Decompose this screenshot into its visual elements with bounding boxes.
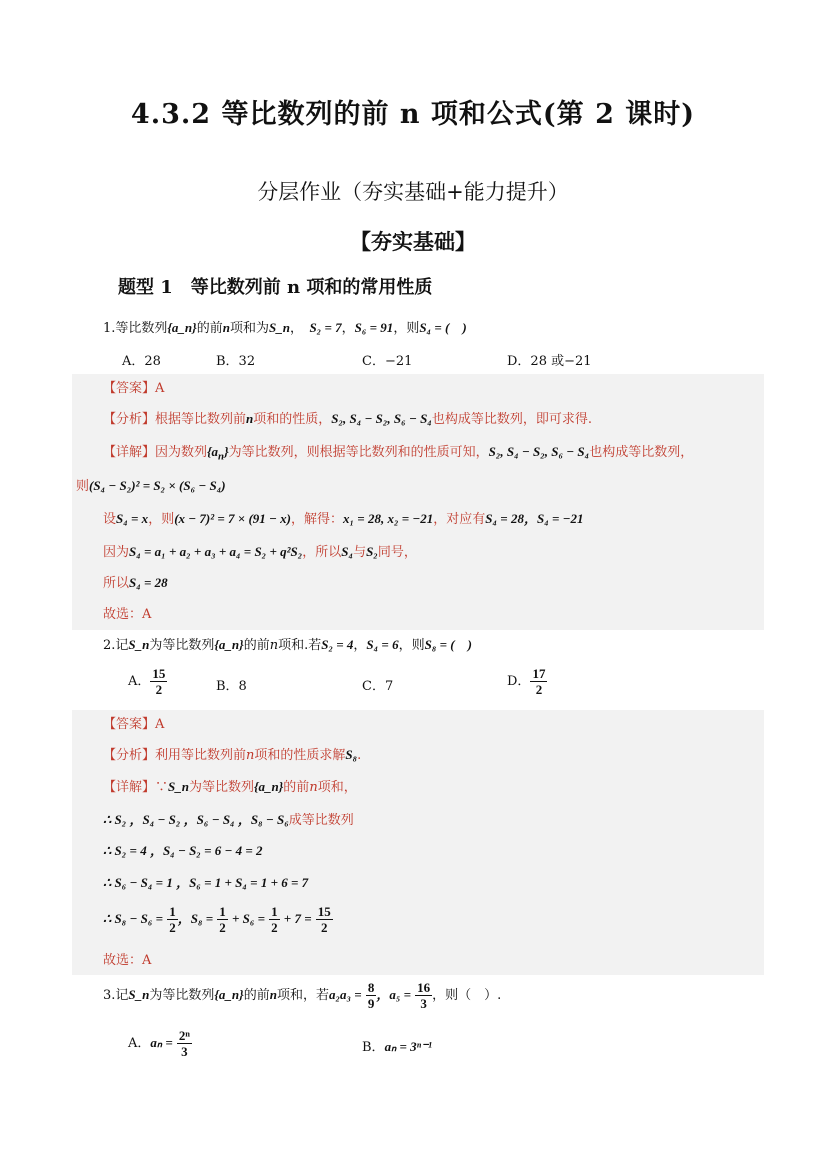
a2-math: + S₆ = (231, 911, 266, 926)
page-subtitle: 分层作业（夯实基础+能力提升） (257, 180, 569, 204)
page-title: 4.3.2 等比数列的前 n 项和公式(第 2 课时) (130, 99, 696, 130)
a1-text: 也构成等比数列， (589, 445, 694, 460)
q1-text: ，则 (393, 321, 420, 336)
q3-cond1: a₂a₃ = (328, 987, 362, 1002)
a2-math: ，S₈ = (177, 911, 214, 926)
q3-option-b (362, 1036, 432, 1055)
a1-text: 同号， (377, 545, 417, 560)
q2-sn: S_n (128, 637, 150, 652)
frac-num: 8 (367, 980, 375, 995)
frac-den: 2 (219, 920, 226, 935)
q2-n: n (269, 638, 279, 653)
q1-option-c: C．−21 (362, 354, 413, 369)
a1-math: x₁ = 28, x₂ = −21 (343, 511, 434, 526)
a1-text: 设 (103, 512, 117, 527)
a2-choose: 故选：A (103, 953, 152, 968)
a1-detail-line1: 【详解】因为数列$\{a_n\}$为等比数列，则根据等比数列和的性质可知，S₂, S₄ − S₂, S₆ − S₄也构成等比数列， (103, 444, 694, 463)
q2-opt-num: 15 (152, 666, 166, 681)
q1-seq: {a_n} (167, 320, 197, 335)
frac-den: 2 (169, 920, 176, 935)
a1-detail-line5 (103, 572, 168, 591)
q1-ask: S₄ = ( ) (419, 320, 467, 335)
a2-detail-line4 (103, 872, 308, 891)
a1-answer: 【答案】A (103, 381, 165, 396)
a2-detail-line1 (103, 776, 357, 795)
a1-math: S₂ (366, 544, 378, 559)
question-2-stem: 2.记S_n为等比数列{a_n}的前n项和.若S₂ = 4，S₄ = 6，则S₈ = ( ) (103, 637, 472, 653)
a1-detail-line3 (103, 508, 584, 527)
frac-num: 15 (317, 904, 331, 919)
section-heading: 【夯实基础】 (350, 229, 476, 254)
a1-text: 因为 (103, 545, 130, 560)
q3-text: 3.记 (103, 988, 129, 1003)
a2-text: . (357, 748, 362, 763)
a1-text: 所以 (103, 576, 130, 591)
a2-text: 【分析】利用等比数列前 (103, 748, 247, 763)
q3-opt-label: A． (128, 1036, 151, 1051)
a2-math: S_n (168, 779, 189, 794)
question-1-stem: 1.等比数列{a_n}的前n项和为S_n， S₂ = 7，S₆ = 91，则S₄ = ( ) (103, 320, 467, 336)
q2-option-c: C．7 (362, 679, 394, 694)
a1-math: S₄ = a₁ + a₂ + a₃ + a₄ = S₂ + q²S₂ (129, 544, 303, 559)
a1-text: 【分析】根据等比数列前 (103, 412, 247, 427)
q1-text: 的前 (196, 321, 223, 336)
a2-math: S₈ (345, 747, 358, 762)
a1-text: 与 (353, 545, 367, 560)
q2-option-d (507, 666, 547, 697)
a1-text: ，则 (148, 512, 175, 527)
q1-option-b: B．32 (216, 354, 256, 369)
a2-text: 为等比数列 (188, 780, 254, 795)
q1-cond1: S₂ = 7 (309, 320, 342, 335)
a1-text: 也构成等比数列，即可求得. (431, 412, 592, 427)
q2-ask: S₈ = ( ) (424, 637, 472, 652)
q1-n: n (222, 320, 230, 335)
a2-text: 成等比数列 (288, 813, 354, 828)
frac-num: 1 (271, 904, 278, 919)
a1-text: ，对应有 (433, 512, 486, 527)
a2-text: 的前 (283, 780, 310, 795)
a2-math: + 7 = (283, 911, 312, 926)
a1-math: S₂, S₄ − S₂, S₆ − S₄ (488, 444, 590, 459)
a2-n: n (309, 780, 318, 795)
a1-detail-line2 (76, 475, 226, 494)
a1-text: 为等比数列，则根据等比数列和的性质可知， (228, 445, 489, 460)
q3-sn: S_n (128, 987, 150, 1002)
question-type-heading: 题型 1 等比数列前 n 项和的常用性质 (118, 277, 433, 298)
q3-text: 项和，若 (276, 988, 329, 1003)
a2-math: ∴ S₂ ，S₄ − S₂ ，S₆ − S₄ ，S₈ − S₆ (103, 812, 289, 827)
q3-text: 为等比数列 (149, 988, 215, 1003)
q1-text: 1.等比数列 (103, 321, 168, 336)
a2-math: {a_n} (254, 779, 284, 794)
frac-den: 2 (271, 920, 278, 935)
a1-math: (x − 7)² = 7 × (91 − x) (174, 511, 291, 526)
q3-opt-label: B． (362, 1040, 385, 1055)
q1-text: 项和为 (229, 321, 269, 336)
q3-seq: {a_n} (214, 987, 244, 1002)
q3-text: ，则（ ）. (432, 988, 502, 1003)
a1-math: S₄ = 28，S₄ = −21 (485, 511, 584, 526)
q1-sn: S_n (268, 320, 290, 335)
q3-cond2: ，a₅ = (376, 987, 412, 1002)
q2-text: ，则 (398, 638, 425, 653)
a2-text: 项和的性质求解 (254, 748, 346, 763)
q2-opt-label: A． (128, 674, 151, 689)
a2-detail-line2 (103, 809, 354, 828)
a1-text: 则 (76, 479, 90, 494)
a1-text: 【详解】因为数列 (103, 445, 208, 460)
a2-text: 项和， (317, 780, 357, 795)
q2-cond1: S₂ = 4 (321, 637, 354, 652)
a1-math: S₄ (341, 544, 354, 559)
a2-answer: 【答案】A (103, 717, 165, 732)
q2-text: 为等比数列 (149, 638, 215, 653)
q2-option-b: B．8 (216, 679, 247, 694)
a2-math: ∴ S₆ − S₄ = 1 ，S₆ = 1 + S₄ = 1 + 6 = 7 (103, 875, 309, 890)
frac-den: 9 (367, 996, 375, 1011)
q2-text: 的前 (243, 638, 270, 653)
a1-analysis: 【分析】根据等比数列前n项和的性质，S₂, S₄ − S₂, S₆ − S₄也构成等比数列，即可求得. (103, 411, 592, 427)
q2-text: 项和.若 (278, 638, 322, 653)
a1-text: ，解得： (291, 512, 344, 527)
q2-opt-den: 2 (155, 682, 163, 697)
a1-detail-line4 (103, 541, 417, 560)
q1-option-d: D．28 或−21 (507, 354, 592, 369)
q2-opt-label: D． (507, 674, 531, 689)
a1-text: 项和的性质， (253, 412, 332, 427)
a1-math: S₄ = x (116, 511, 149, 526)
q3-option-a (128, 1028, 192, 1059)
a2-text: 【详解】∵ (103, 780, 169, 795)
q3-n: n (269, 987, 277, 1002)
q2-cond2: S₄ = 6 (366, 637, 399, 652)
q1-option-a: A．28 (122, 354, 161, 369)
a2-math: ∴ S₈ − S₆ = (103, 911, 164, 926)
q2-seq: {a_n} (214, 637, 244, 652)
q1-cond2: S₆ = 91 (354, 320, 394, 335)
frac-num: 1 (219, 904, 226, 919)
q2-opt-den: 2 (535, 682, 543, 697)
a1-choose: 故选：A (103, 607, 152, 622)
frac-num: 1 (169, 904, 176, 919)
q2-opt-num: 17 (532, 666, 546, 681)
a2-detail-line3 (103, 840, 263, 859)
a2-detail-line5 (103, 904, 333, 935)
frac-den: 3 (420, 996, 427, 1011)
a2-math: ∴ S₂ = 4 ，S₄ − S₂ = 6 − 4 = 2 (103, 843, 263, 858)
q3-opt-math: aₙ = (150, 1035, 173, 1050)
a1-math: (S₄ − S₂)² = S₂ × (S₆ − S₄) (89, 478, 226, 493)
q2-option-a (128, 666, 167, 697)
a2-n: n (246, 748, 255, 763)
frac-den: 3 (181, 1044, 188, 1059)
question-3-stem (103, 980, 501, 1011)
frac-den: 2 (321, 920, 328, 935)
a2-analysis (103, 744, 361, 763)
frac-num: 2ⁿ (178, 1028, 190, 1043)
q3-opt-math: aₙ = 3ⁿ⁻¹ (384, 1039, 432, 1054)
a1-math: S₂, S₄ − S₂, S₆ − S₄ (331, 411, 432, 426)
a1-text: ，所以 (302, 545, 342, 560)
q2-text: 2.记 (103, 638, 129, 653)
a1-math: S₄ = 28 (129, 575, 168, 590)
q3-text: 的前 (243, 988, 270, 1003)
frac-num: 16 (417, 980, 431, 995)
